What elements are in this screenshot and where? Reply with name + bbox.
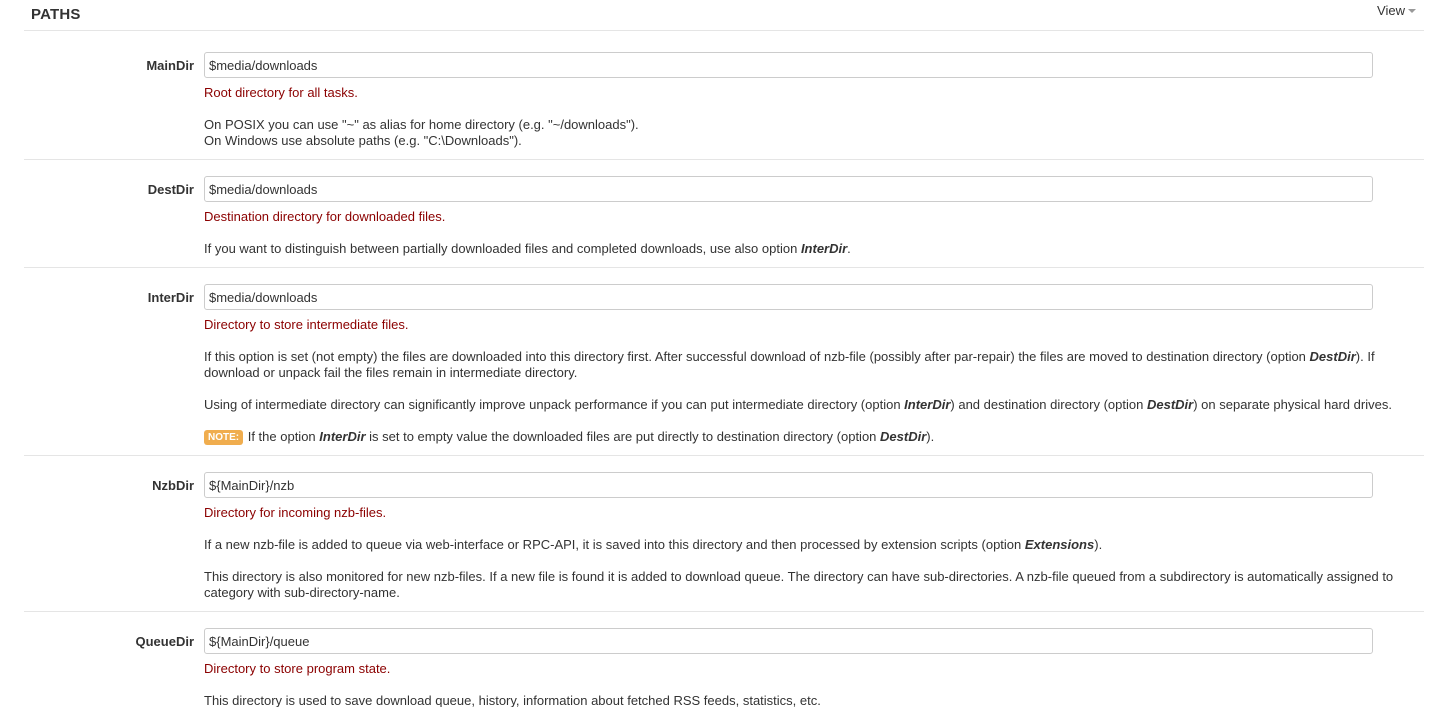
section-title: PATHS: [31, 6, 81, 23]
option-help-text: [204, 349, 1419, 381]
option-summary: Directory for incoming nzb-files.: [204, 505, 387, 520]
help-text: If you want to distinguish between partially downloaded files and completed downloads, use also option: [204, 241, 801, 256]
option-label: NzbDir: [152, 478, 194, 493]
queuedir-input[interactable]: [204, 628, 1373, 654]
interdir-input[interactable]: [204, 284, 1373, 310]
option-label: InterDir: [147, 290, 194, 305]
option-label: QueueDir: [135, 634, 194, 649]
help-text: Using of intermediate directory can significantly improve unpack performance if you can put intermediate directory (option: [204, 397, 905, 412]
option-reference: DestDir: [880, 429, 927, 444]
help-text: ) and destination directory (option: [950, 397, 1147, 412]
option-help-text: [204, 397, 1419, 413]
help-text: .: [847, 241, 851, 256]
option-description: [204, 317, 1419, 461]
section-header: [24, 0, 1424, 31]
option-summary: Directory to store intermediate files.: [204, 317, 409, 332]
option-reference: DestDir: [1146, 397, 1194, 412]
option-interdir: [24, 284, 1424, 456]
option-label: MainDir: [146, 58, 194, 73]
help-text: If this option is set (not empty) the files are downloaded into this directory first. After successful download of nzb-file (possibly after par-repair) the files are moved to destination directory (option: [204, 349, 1310, 364]
option-summary: Root directory for all tasks.: [204, 85, 358, 100]
help-line: On POSIX you can use "~" as alias for home directory (e.g. "~/downloads").: [204, 117, 639, 132]
option-help-text: [204, 241, 1419, 257]
option-summary: Destination directory for downloaded files.: [204, 209, 446, 224]
view-dropdown-label: View: [1377, 3, 1405, 18]
option-maindir: [24, 52, 1424, 160]
help-text: is set to empty value the downloaded files are put directly to destination directory (option: [365, 429, 881, 444]
option-reference: InterDir: [904, 397, 951, 412]
note-badge: NOTE:: [204, 430, 243, 445]
option-note: [204, 429, 1419, 445]
option-label: DestDir: [147, 182, 194, 197]
nzbdir-input[interactable]: [204, 472, 1373, 498]
option-help-text: [204, 117, 1419, 149]
help-text: ).: [1094, 537, 1103, 552]
option-description: [204, 209, 1419, 273]
option-destdir: [24, 176, 1424, 268]
option-reference: InterDir: [319, 429, 366, 444]
help-text: ) on separate physical hard drives.: [1193, 397, 1392, 412]
option-help-text: This directory is used to save download queue, history, information about fetched RSS feeds, statistics, etc.: [204, 693, 821, 707]
option-reference: InterDir: [800, 241, 848, 256]
option-description: [204, 661, 1419, 707]
destdir-input[interactable]: [204, 176, 1373, 202]
help-text: ).: [926, 429, 935, 444]
help-line: On Windows use absolute paths (e.g. "C:\Downloads").: [204, 133, 522, 148]
help-text: If a new nzb-file is added to queue via web-interface or RPC-API, it is saved into this directory and then processed by extension scripts (option: [204, 537, 1025, 552]
option-reference: DestDir: [1309, 349, 1356, 364]
option-help-text: [204, 537, 1419, 553]
option-queuedir: [24, 628, 1424, 707]
option-reference: Extensions: [1024, 537, 1095, 552]
view-dropdown[interactable]: [1377, 3, 1416, 18]
option-description: [204, 505, 1419, 617]
option-help-text: This directory is also monitored for new nzb-files. If a new file is found it is added to download queue. The directory can have sub-directories. A nzb-file queued from a subdirectory is automatically assigned to category with sub-directory-name.: [204, 569, 1394, 600]
maindir-input[interactable]: [204, 52, 1373, 78]
caret-down-icon: [1408, 9, 1416, 13]
option-summary: Directory to store program state.: [204, 661, 391, 676]
help-text: If the option: [244, 429, 320, 444]
option-nzbdir: [24, 472, 1424, 612]
help-text: ). If download or unpack fail the files remain in intermediate directory.: [204, 349, 1375, 380]
option-description: [204, 85, 1419, 165]
